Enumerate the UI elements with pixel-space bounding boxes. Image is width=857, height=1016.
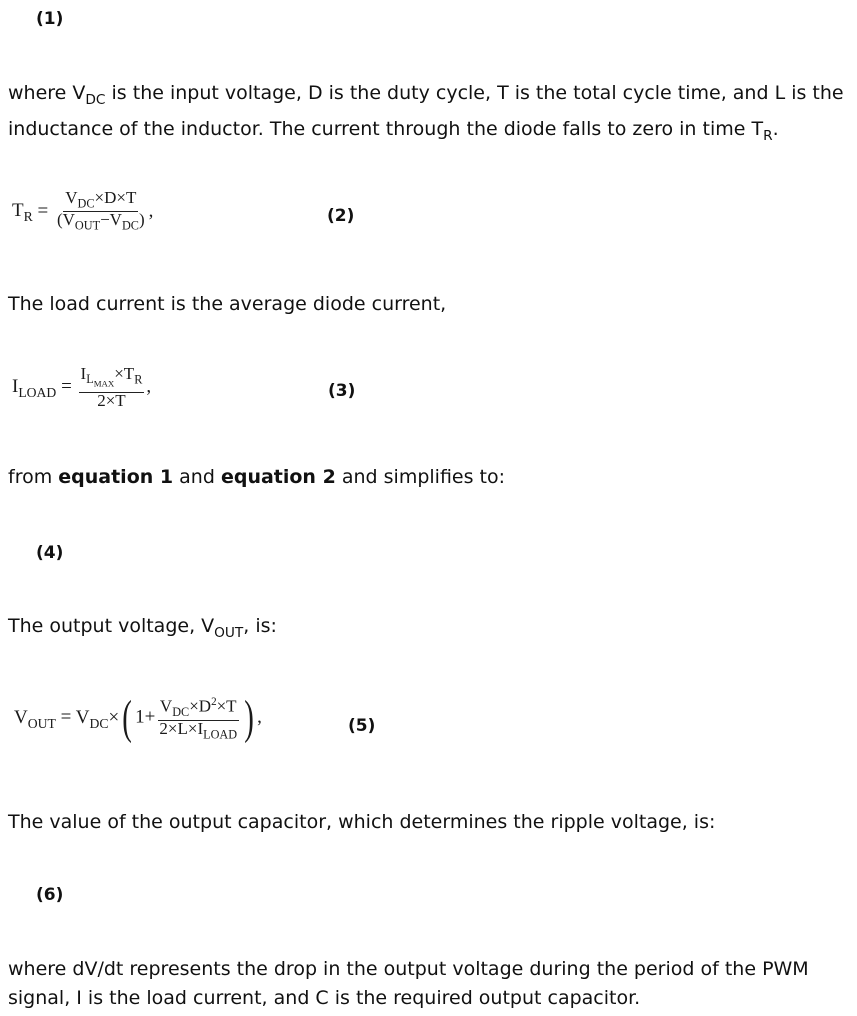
eq-symbol: I [80,364,87,383]
eq-comma: , [257,706,262,728]
eq-symbol: ×T [216,696,237,716]
subscript: R [134,372,143,387]
eq-equals: = [37,200,49,222]
numerator [63,190,138,212]
eq-symbol: V [14,706,28,728]
eq-symbol: ×T [114,364,135,383]
eq-symbol: T [12,200,24,222]
numerator [79,366,145,393]
subscript: R [763,127,773,144]
denominator: 2×T [97,390,126,410]
equation-number-3: (3) [328,381,356,401]
eq-equals: = [61,375,72,397]
subscript: LOAD [203,727,238,742]
eq-equals: = [60,706,72,728]
subscript: DC [85,91,106,108]
paragraph-line [8,115,848,151]
paragraph-simplifies [8,463,848,492]
paragraph-input-voltage [8,79,848,151]
eq-symbol: × [108,706,120,728]
left-paren: ( [122,691,132,745]
equation-number-1: (1) [36,9,64,29]
numerator [158,694,239,721]
eq-symbol: −V [100,210,122,230]
eq-symbol: 2×L×I [159,719,204,739]
text-run: The output voltage, V [8,615,215,637]
subscript: DC [89,715,109,731]
paragraph-line: where dV/dt represents the drop in the output voltage during the period of the PWM [8,958,809,980]
subscript: OUT [74,218,101,233]
denominator [157,721,239,742]
equation-number-2: (2) [327,206,355,226]
text-run: is the input voltage, D is the duty cycle, T is the total cycle time, and L is the [105,82,844,104]
paragraph-dv-dt [8,955,848,1013]
text-run: , is: [243,615,277,637]
superscript: 2 [211,696,217,708]
fraction [79,366,145,409]
subscript: DC [121,218,139,233]
paragraph-output-capacitor: The value of the output capacitor, which determines the ripple voltage, is: [8,811,716,833]
equation-number-4: (4) [36,543,64,563]
eq-lhs [12,375,57,400]
subscript: DC [77,196,95,211]
subscript: DC [172,705,190,720]
equation-5 [14,691,262,745]
eq-lhs [14,706,56,731]
equation-number-6: (6) [36,885,64,905]
subscript: LOAD [18,384,57,400]
equation-3 [12,366,151,409]
right-paren: ) [244,691,254,745]
eq-symbol: ) [138,210,145,230]
eq-lhs [12,200,33,225]
text-run: inductance of the inductor. The current through the diode falls to zero in time T [8,117,764,140]
subscript: R [23,209,33,225]
eq-symbol: ×D×T [94,188,137,207]
text-run: from [8,466,59,488]
text-run: and [173,466,221,488]
subscript: OUT [27,715,56,731]
equation-2 [12,190,153,234]
eq-symbol: (V [56,210,75,230]
equation-number-5: (5) [348,716,376,736]
paragraph-line [8,79,848,115]
eq-symbol: ×D [189,696,212,716]
eq-symbol: V [159,696,173,716]
eq-symbol: I [12,375,19,397]
paragraph-output-voltage [8,612,848,648]
paragraph-load-current: The load current is the average diode current, [8,293,447,315]
eq-symbol: V [75,706,90,728]
eq-comma: , [146,375,152,397]
paragraph-line: signal, I is the load current, and C is the required output capacitor. [8,987,641,1009]
fraction [157,694,239,742]
eq-comma: , [148,200,154,222]
equation-1-ref: equation 1 [58,466,174,488]
denominator [55,212,147,233]
subscript: MAX [93,378,115,389]
text-run: . [772,117,779,140]
text-run: where V [8,82,86,104]
subscript-text: L [86,372,94,387]
eq-term [75,706,120,731]
subscript [86,372,115,389]
equation-2-ref: equation 2 [220,466,336,488]
text-run: and simplifies to: [335,466,506,488]
eq-symbol: V [65,188,78,207]
subscript: OUT [214,624,244,641]
eq-symbol: 1+ [135,706,156,728]
fraction [55,190,147,234]
